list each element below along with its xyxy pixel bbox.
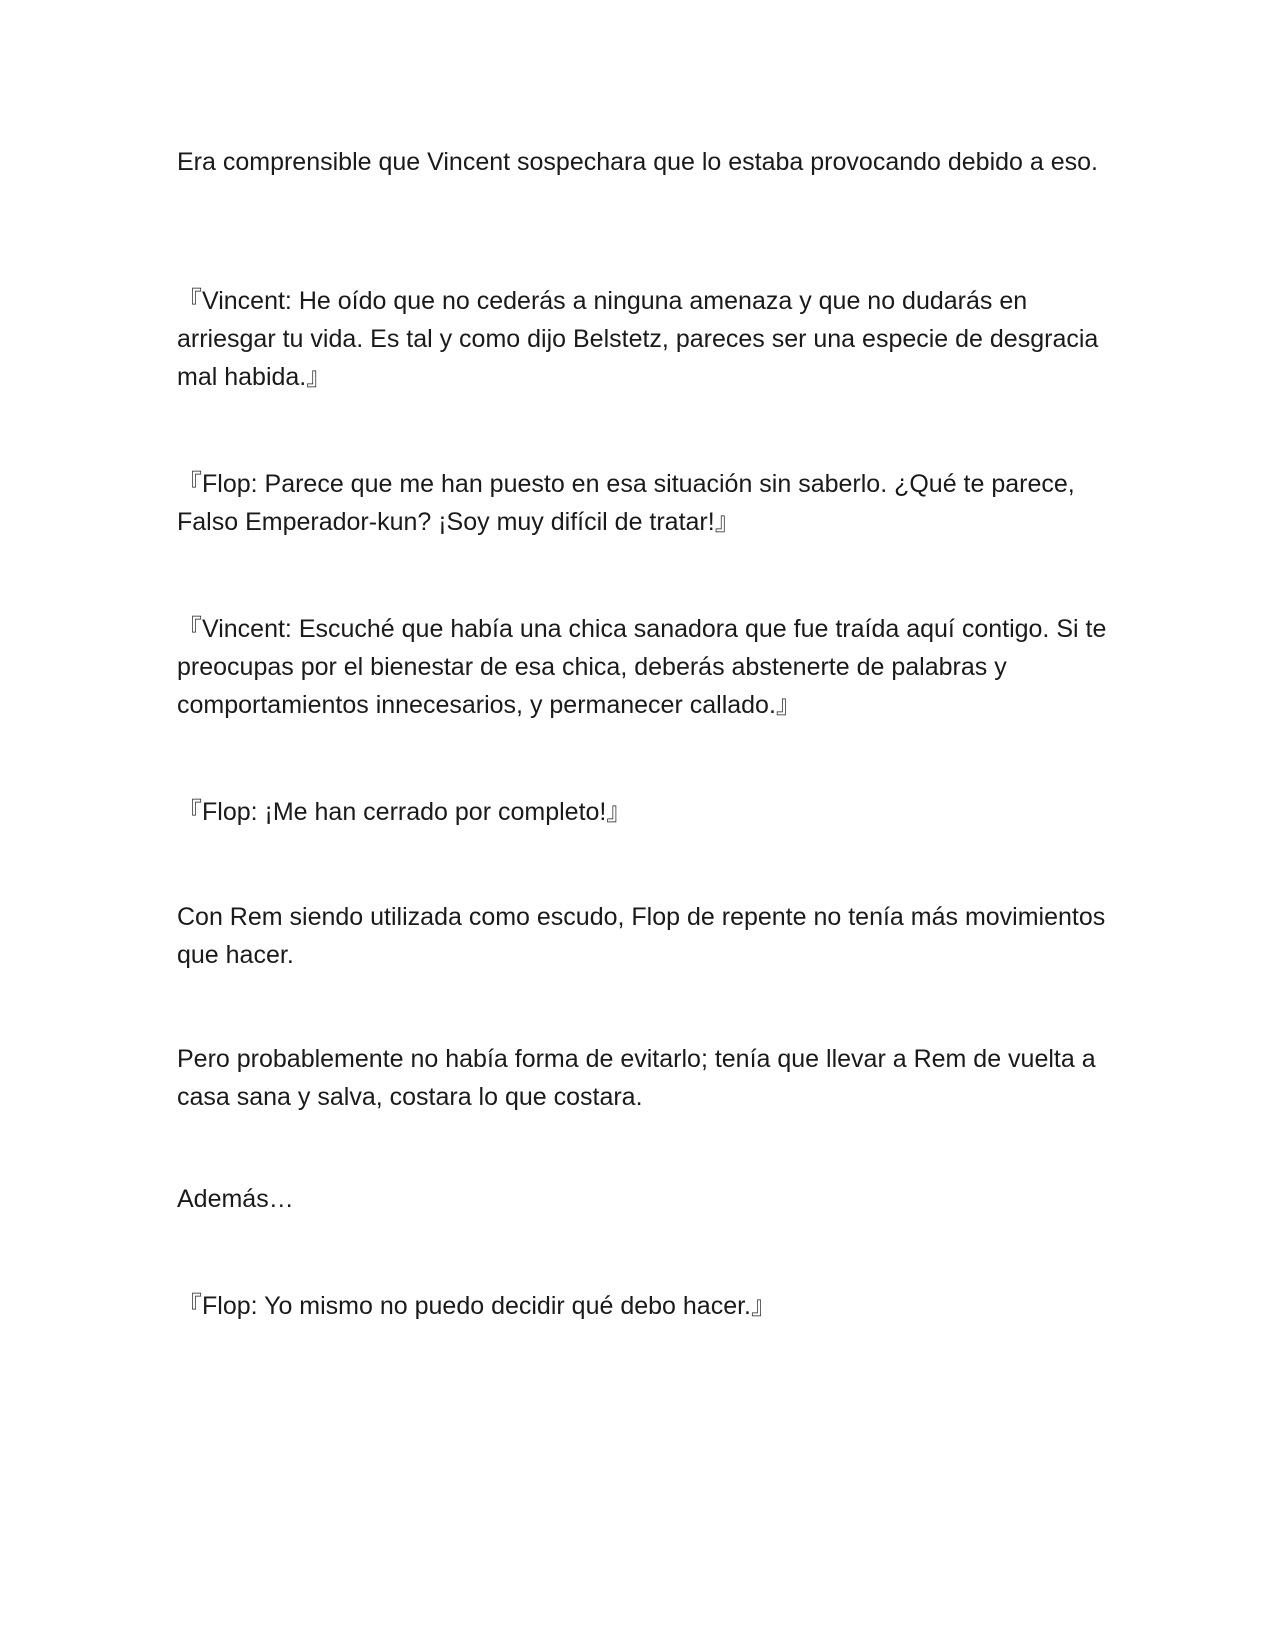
- paragraph-dialogue-flop-2: 『Flop: ¡Me han cerrado por completo!』: [177, 798, 632, 826]
- paragraph-narration-3: Pero probablemente no había forma de evitarlo; tenía que llevar a Rem de vuelta a casa sana y salva, costara lo que costara.: [177, 1045, 1096, 1111]
- paragraph-dialogue-flop-3: 『Flop: Yo mismo no puedo decidir qué debo hacer.』: [177, 1292, 776, 1320]
- paragraph-dialogue-vincent-1: 『Vincent: He oído que no cederás a ninguna amenaza y que no dudarás en arriesgar tu vida. Es tal y como dijo Belstetz, pareces ser una especie de desgracia mal habida.』: [177, 287, 1099, 391]
- paragraph-dialogue-flop-1: 『Flop: Parece que me han puesto en esa situación sin saberlo. ¿Qué te parece, Falso Emperador-kun? ¡Soy muy difícil de tratar!』: [177, 470, 1075, 536]
- paragraph-narration-2: Con Rem siendo utilizada como escudo, Flop de repente no tenía más movimientos que hacer.: [177, 903, 1106, 969]
- paragraph-narration-1: Era comprensible que Vincent sospechara que lo estaba provocando debido a eso.: [177, 148, 1098, 176]
- paragraph-dialogue-vincent-2: 『Vincent: Escuché que había una chica sanadora que fue traída aquí contigo. Si te preocupas por el bienestar de esa chica, deberás abstenerte de palabras y comportamientos innecesarios, y permanecer callado.』: [177, 615, 1107, 719]
- paragraph-narration-4: Además…: [177, 1185, 294, 1213]
